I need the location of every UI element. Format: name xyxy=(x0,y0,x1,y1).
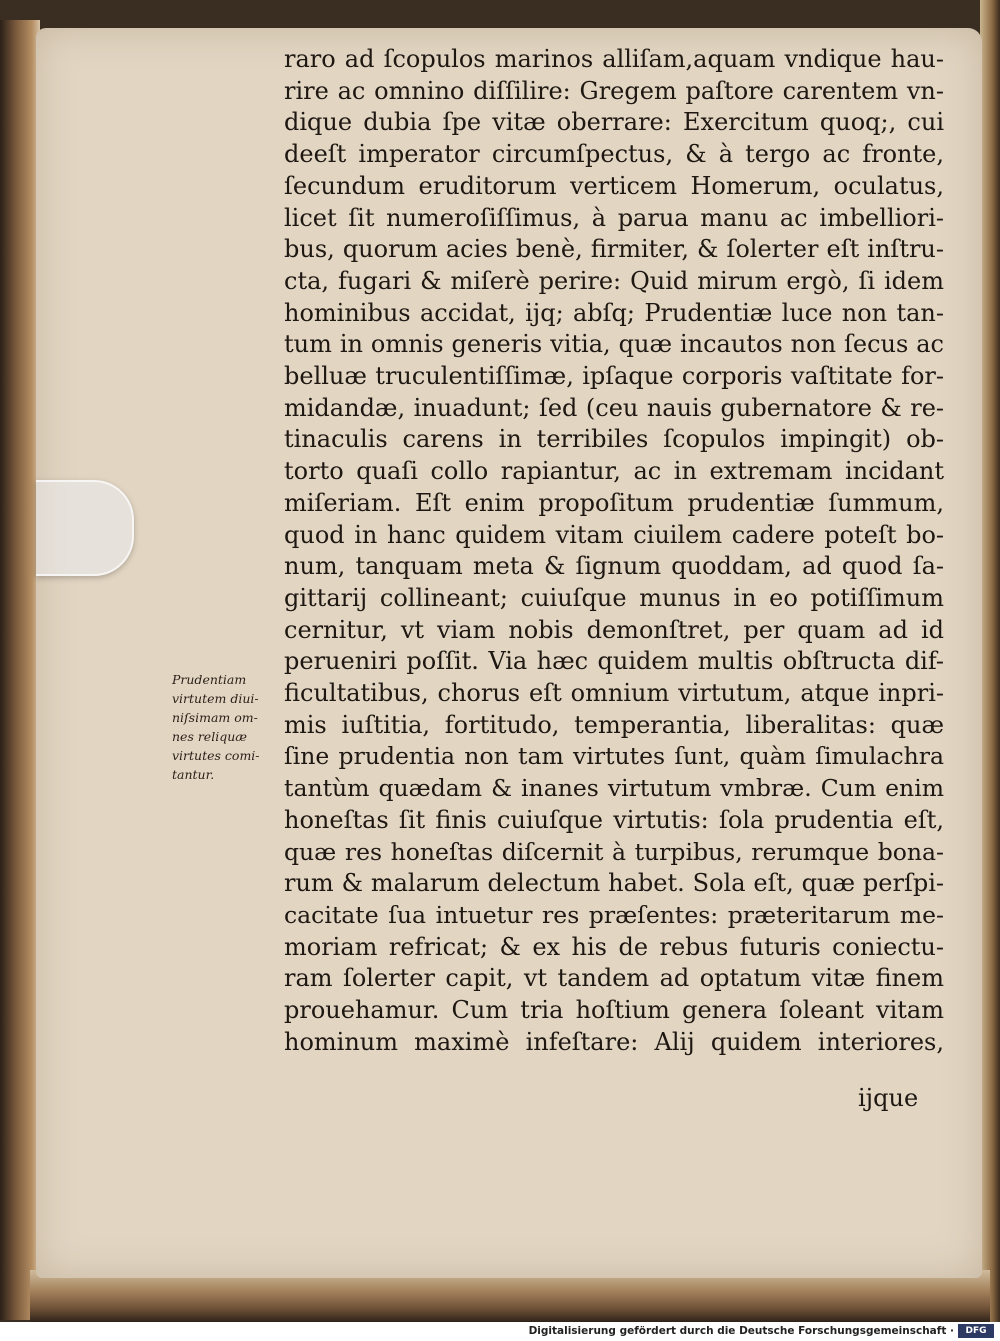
marginal-note-line: niſsimam om- xyxy=(172,710,258,725)
text-line: cta, fugari & miſerè perire: Quid mirum ergò, ſi idem xyxy=(284,266,944,295)
dfg-logo-icon: DFG xyxy=(958,1324,994,1338)
marginal-note-line: nes reliquæ xyxy=(172,729,248,744)
text-line: cernitur, vt viam nobis demonſtret, per quam ad id xyxy=(284,615,944,644)
text-line: belluæ truculentiſſimæ, ipſaque corporis vaſtitate for- xyxy=(284,362,944,391)
text-line: deeſt imperator circumſpectus, & à tergo ac fronte, xyxy=(284,140,944,169)
text-line: ram ſolerter capit, vt tandem ad optatum vitæ finem xyxy=(284,964,944,993)
page-holder-clip xyxy=(36,480,134,576)
text-line: midandæ, inuadunt; ſed (ceu nauis gubernatore & re- xyxy=(284,393,944,422)
text-line: licet ſit numeroſiſſimus, à parua manu ac imbelliori- xyxy=(284,203,944,232)
catchword: ijque xyxy=(858,1084,919,1112)
text-line: perueniri poſſit. Via hæc quidem multis obſtructa dif- xyxy=(284,647,944,676)
text-line: prouehamur. Cum tria hoſtium genera ſoleant vitam xyxy=(284,996,944,1025)
right-page-edge xyxy=(980,0,1000,1322)
text-line: quod in hanc quidem vitam ciuilem cadere poteſt bo- xyxy=(284,520,944,549)
text-line: ficultatibus, chorus eſt omnium virtutum, atque inpri- xyxy=(284,679,944,708)
text-line: hominum maximè infeſtare: Alij quidem interiores, xyxy=(284,1027,944,1056)
marginal-note-line: virtutem diui- xyxy=(172,691,259,706)
text-line: torto quaſi collo rapiantur, ac in extremam incidant xyxy=(284,457,944,486)
funding-credit: Digitalisierung gefördert durch die Deutsche Forschungsgemeinschaft · xyxy=(528,1325,954,1337)
text-line: mis iuſtitia, fortitudo, temperantia, liberalitas: quæ xyxy=(284,710,944,739)
text-line: dique dubia ſpe vitæ oberrare: Exercitum quoq;, cui xyxy=(284,108,944,137)
text-line: cacitate ſua intuetur res præſentes: præteritarum me- xyxy=(284,900,944,929)
text-line: tum in omnis generis vitia, quæ incautos non ſecus ac xyxy=(284,330,944,359)
text-line: num, tanquam meta & ſignum quoddam, ad quod ſa- xyxy=(284,552,944,581)
text-line: ſine prudentia non tam virtutes ſunt, quàm ſimulachra xyxy=(284,742,944,771)
marginal-note-line: tantur. xyxy=(172,767,215,782)
text-line: tinaculis carens in terribiles ſcopulos impingit) ob- xyxy=(284,425,944,454)
text-line: hominibus accidat, ijq; abſq; Prudentiæ luce non tan- xyxy=(284,298,944,327)
text-line: rire ac omnino diſſilire: Gregem paſtore carentem vn- xyxy=(284,76,944,105)
text-line: honeſtas ſit finis cuiuſque virtutis: ſola prudentia eſt, xyxy=(284,805,944,834)
text-line: tantùm quædam & inanes virtutum vmbræ. Cum enim xyxy=(284,774,944,803)
marginal-note xyxy=(172,670,284,784)
text-line: moriam refricat; & ex his de rebus futuris coniectu- xyxy=(284,932,944,961)
marginal-note-line: virtutes comi- xyxy=(172,748,260,763)
text-line: ſecundum eruditorum verticem Homerum, oculatus, xyxy=(284,171,944,200)
body-text xyxy=(284,44,944,1059)
digitization-footer xyxy=(0,1322,1000,1341)
marginal-note-line: Prudentiam xyxy=(172,672,247,687)
text-line: gittarij collineant; cuiuſque munus in eo potiſſimum xyxy=(284,583,944,612)
text-line: quæ res honeſtas diſcernit à turpibus, rerumque bona- xyxy=(284,837,944,866)
text-line: raro ad ſcopulos marinos alliſam,aquam vndique hau- xyxy=(284,45,944,73)
text-line: bus, quorum acies benè, firmiter, & ſolerter eſt inſtru- xyxy=(284,235,944,264)
text-line: miſeriam. Eſt enim propoſitum prudentiæ ſummum, xyxy=(284,488,944,517)
book-spine-edge xyxy=(0,20,40,1320)
text-line: rum & malarum delectum habet. Sola eſt, quæ perſpi- xyxy=(284,869,944,898)
